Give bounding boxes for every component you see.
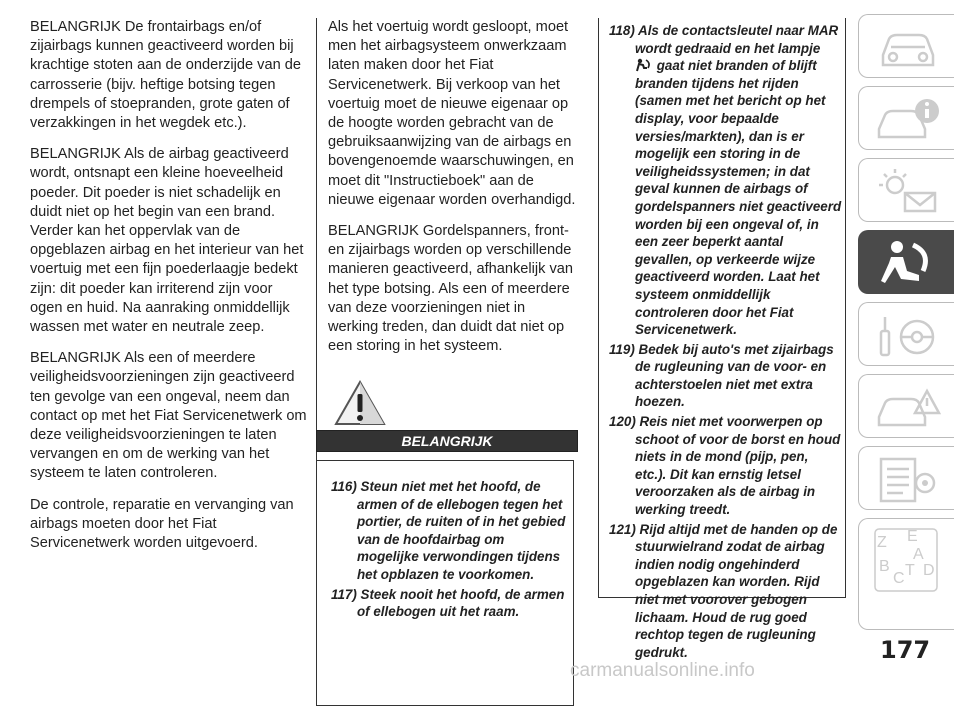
index-letter: Z (877, 534, 887, 551)
index-letter: B (879, 558, 890, 575)
warning-triangle-icon (334, 380, 386, 426)
tab-car-front[interactable] (858, 14, 954, 78)
note-item: 121) Rijd altijd met de handen op de stuurwielrand zodat de airbag indien nodig ongehinderd opgeblazen kan worden. Rijd niet met voorover gebogen lichaam. Houd de rug goed rechtop tegen de rugleuning gedrukt. (609, 521, 838, 660)
column-left (30, 18, 308, 565)
tab-car-info[interactable] (858, 86, 954, 150)
paragraph: De controle, reparatie en vervanging van airbags moeten door het Fiat Servicenetwerk worden uitgevoerd. (30, 496, 294, 552)
paragraph: BELANGRIJK Als de airbag geactiveerd wordt, ontsnapt een kleine hoeveelheid poeder. Dit poeder is niet schadelijk en duidt niet op het begin van een brand. Verder kan het oppervlak van de opgeblazen airbag en het interieur van het voertuig met een fijn poederlaagje bedekt zijn: dit poeder kan irriterend zijn voor ogen en huid. Na aanraking onmiddellijk wassen met water en neutrale zeep. (30, 146, 304, 336)
column-right-notes (598, 18, 846, 660)
tab-warning-lights[interactable] (858, 158, 954, 222)
index-letter: A (913, 546, 924, 563)
note-item (605, 22, 843, 339)
note-item: 117) Steek nooit het hoofd, de armen of ellebogen uit het raam. (331, 586, 565, 620)
index-letter: C (893, 570, 905, 587)
index-letter: D (923, 562, 935, 579)
spec-sheet-icon (873, 453, 943, 505)
note-text: 118) Als de contactsleutel naar MAR wordt gedraaid en het lampje (609, 23, 839, 56)
index-letter: T (905, 562, 915, 579)
car-front-icon (873, 21, 943, 73)
airbag-warning-lamp-icon (635, 58, 653, 72)
airbag-seat-icon (873, 237, 943, 289)
warning-lights-icon (873, 165, 943, 217)
note-item: 120) Reis niet met voorwerpen op schoot of voor de borst en houd niets in de mond (pijp, pen, etc.). Dit kan ernstig letsel veroorzaken als de airbag in werking treedt. (609, 414, 841, 518)
tools-steering-icon (873, 309, 943, 361)
column-middle (328, 18, 576, 368)
paragraph: BELANGRIJK Gordelspanners, front- en zijairbags worden op verschillende manieren geactiveerd, afhankelijk van het type botsing. Als een of meerdere van deze voorzieningen niet in werking treden, dan duidt dat niet op een storing in het systeem. (328, 223, 573, 355)
tab-tools-steering[interactable] (858, 302, 954, 366)
tab-index[interactable] (858, 518, 954, 630)
paragraph: Als het voertuig wordt gesloopt, moet men het airbagsysteem onwerkzaam laten maken door het Fiat Servicenetwerk. Bij verkoop van het voertuig moet de nieuwe eigenaar op de hoogte worden gebracht van de gebruiksaanwijzing van de airbags en bovengenoemde waarschuwingen, en moet dit "Instructieboek" aan de nieuwe eigenaar worden overhandigd. (328, 19, 576, 208)
note-item: 119) Bedek bij auto's met zijairbags de rugleuning van de voor- en achterstoelen niet met extra hoezen. (609, 341, 834, 410)
page-number: 177 (880, 636, 931, 664)
note-text: gaat niet branden of blijft branden tijdens het rijden (samen met het bericht op het display, voor bepaalde versies/markten), dan is er mogelijk een storing in de veiligheidssystemen; in dat geval kunnen de airbags of gordelspanners niet geactiveerd worden bij een ongeval of, in een zeer beperkt aantal gevallen, op verkeerde wijze geactiveerd worden. Laat het systeem onmiddellijk controleren door het Fiat Servicenetwerk. (635, 58, 842, 338)
tab-breakdown[interactable] (858, 374, 954, 438)
paragraph: BELANGRIJK De frontairbags en/of zijairbags kunnen geactiveerd worden bij krachtige stoten aan de onderzijde van de carrosserie (bijv. heftige botsing tegen drempels of stoepranden, grote gaten of verzakkingen in het wegdek etc.). (30, 19, 301, 132)
note-item: 116) Steun niet met het hoofd, de armen of de ellebogen tegen het portier, de ruiten of in het gebied van de hoofdairbag om mogelijke verwondingen tijdens het opblazen te voorkomen. (331, 479, 566, 582)
index-letter: E (907, 528, 918, 545)
warning-notes-box (316, 460, 574, 706)
paragraph: BELANGRIJK Als een of meerdere veiligheidsvoorzieningen zijn geactiveerd ten gevolge van een ongeval, neem dan contact op met het Fiat Servicenetwerk om deze veiligheidsvoorzieningen te laten vervangen en om de werking van het systeem te laten controleren. (30, 350, 307, 482)
tab-airbag-seat-active[interactable] (858, 230, 954, 294)
watermark-text: carmanualsonline.info (570, 660, 755, 681)
car-info-icon (873, 93, 943, 145)
tab-spec-sheet[interactable] (858, 446, 954, 510)
breakdown-icon (873, 381, 943, 433)
index-letters-icon (873, 525, 943, 625)
warning-title-bar: BELANGRIJK (316, 430, 578, 452)
